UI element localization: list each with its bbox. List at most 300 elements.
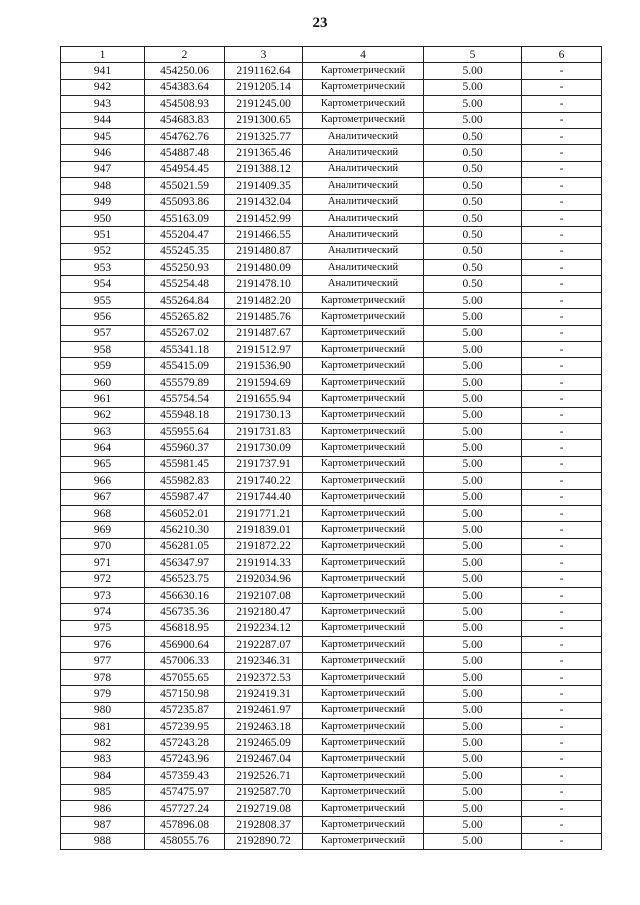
table-row (61, 227, 602, 243)
table-row (61, 702, 602, 718)
table-row (61, 555, 602, 571)
accuracy-cell: 5.00 (424, 538, 522, 554)
y-coordinate-cell: 2191409.35 (225, 178, 303, 194)
accuracy-cell: 5.00 (424, 800, 522, 816)
table-row (61, 456, 602, 472)
x-coordinate-cell: 454683.83 (145, 112, 225, 128)
point-number-cell: 948 (61, 178, 145, 194)
description-cell: - (522, 227, 602, 243)
point-number-cell: 972 (61, 571, 145, 587)
y-coordinate-cell: 2192419.31 (225, 686, 303, 702)
y-coordinate-cell: 2191771.21 (225, 505, 303, 521)
point-number-cell: 968 (61, 505, 145, 521)
header-cell-x: 2 (145, 47, 225, 63)
y-coordinate-cell: 2191655.94 (225, 391, 303, 407)
accuracy-cell: 5.00 (424, 620, 522, 636)
description-cell: - (522, 358, 602, 374)
method-cell: Картометрический (303, 292, 424, 308)
point-number-cell: 950 (61, 210, 145, 226)
description-cell: - (522, 96, 602, 112)
description-cell: - (522, 456, 602, 472)
table-row (61, 128, 602, 144)
point-number-cell: 966 (61, 473, 145, 489)
x-coordinate-cell: 455267.02 (145, 325, 225, 341)
table-row (61, 423, 602, 439)
point-number-cell: 955 (61, 292, 145, 308)
description-cell: - (522, 784, 602, 800)
accuracy-cell: 5.00 (424, 473, 522, 489)
point-number-cell: 970 (61, 538, 145, 554)
x-coordinate-cell: 454762.76 (145, 128, 225, 144)
x-coordinate-cell: 456523.75 (145, 571, 225, 587)
point-number-cell: 959 (61, 358, 145, 374)
table-row (61, 833, 602, 849)
method-cell: Картометрический (303, 473, 424, 489)
description-cell: - (522, 309, 602, 325)
table-row (61, 374, 602, 390)
description-cell: - (522, 768, 602, 784)
method-cell: Картометрический (303, 489, 424, 505)
x-coordinate-cell: 457727.24 (145, 800, 225, 816)
y-coordinate-cell: 2192526.71 (225, 768, 303, 784)
y-coordinate-cell: 2192890.72 (225, 833, 303, 849)
method-cell: Картометрический (303, 374, 424, 390)
accuracy-cell: 5.00 (424, 784, 522, 800)
method-cell: Картометрический (303, 555, 424, 571)
method-cell: Аналитический (303, 210, 424, 226)
table-row (61, 817, 602, 833)
table-row (61, 358, 602, 374)
accuracy-cell: 5.00 (424, 505, 522, 521)
accuracy-cell: 0.50 (424, 227, 522, 243)
accuracy-cell: 5.00 (424, 391, 522, 407)
y-coordinate-cell: 2191594.69 (225, 374, 303, 390)
method-cell: Картометрический (303, 800, 424, 816)
description-cell: - (522, 342, 602, 358)
table-row (61, 292, 602, 308)
accuracy-cell: 5.00 (424, 637, 522, 653)
table-row (61, 620, 602, 636)
x-coordinate-cell: 455960.37 (145, 440, 225, 456)
point-number-cell: 941 (61, 63, 145, 79)
y-coordinate-cell: 2192465.09 (225, 735, 303, 751)
description-cell: - (522, 79, 602, 95)
accuracy-cell: 5.00 (424, 96, 522, 112)
method-cell: Картометрический (303, 423, 424, 439)
method-cell: Картометрический (303, 669, 424, 685)
x-coordinate-cell: 455093.86 (145, 194, 225, 210)
point-number-cell: 971 (61, 555, 145, 571)
table-row (61, 489, 602, 505)
x-coordinate-cell: 455254.48 (145, 276, 225, 292)
description-cell: - (522, 63, 602, 79)
description-cell: - (522, 637, 602, 653)
point-number-cell: 947 (61, 161, 145, 177)
method-cell: Картометрический (303, 817, 424, 833)
x-coordinate-cell: 454954.45 (145, 161, 225, 177)
x-coordinate-cell: 454508.93 (145, 96, 225, 112)
table-row (61, 161, 602, 177)
table-row (61, 325, 602, 341)
description-cell: - (522, 538, 602, 554)
point-number-cell: 961 (61, 391, 145, 407)
method-cell: Картометрический (303, 325, 424, 341)
table-row (61, 391, 602, 407)
accuracy-cell: 5.00 (424, 325, 522, 341)
point-number-cell: 975 (61, 620, 145, 636)
description-cell: - (522, 260, 602, 276)
point-number-cell: 977 (61, 653, 145, 669)
y-coordinate-cell: 2191512.97 (225, 342, 303, 358)
accuracy-cell: 5.00 (424, 587, 522, 603)
table-row (61, 686, 602, 702)
method-cell: Аналитический (303, 194, 424, 210)
accuracy-cell: 0.50 (424, 178, 522, 194)
y-coordinate-cell: 2191737.91 (225, 456, 303, 472)
y-coordinate-cell: 2192287.07 (225, 637, 303, 653)
method-cell: Картометрический (303, 604, 424, 620)
table-row (61, 96, 602, 112)
table-row (61, 784, 602, 800)
x-coordinate-cell: 454250.06 (145, 63, 225, 79)
description-cell: - (522, 112, 602, 128)
y-coordinate-cell: 2192372.53 (225, 669, 303, 685)
point-number-cell: 967 (61, 489, 145, 505)
accuracy-cell: 5.00 (424, 79, 522, 95)
description-cell: - (522, 407, 602, 423)
x-coordinate-cell: 456818.95 (145, 620, 225, 636)
table-row (61, 669, 602, 685)
accuracy-cell: 0.50 (424, 128, 522, 144)
description-cell: - (522, 817, 602, 833)
point-number-cell: 979 (61, 686, 145, 702)
accuracy-cell: 5.00 (424, 489, 522, 505)
point-number-cell: 962 (61, 407, 145, 423)
y-coordinate-cell: 2191730.13 (225, 407, 303, 423)
table-row (61, 522, 602, 538)
accuracy-cell: 5.00 (424, 751, 522, 767)
method-cell: Картометрический (303, 358, 424, 374)
x-coordinate-cell: 456900.64 (145, 637, 225, 653)
y-coordinate-cell: 2191740.22 (225, 473, 303, 489)
y-coordinate-cell: 2191480.09 (225, 260, 303, 276)
description-cell: - (522, 620, 602, 636)
y-coordinate-cell: 2192467.04 (225, 751, 303, 767)
method-cell: Картометрический (303, 407, 424, 423)
y-coordinate-cell: 2191432.04 (225, 194, 303, 210)
x-coordinate-cell: 455955.64 (145, 423, 225, 439)
y-coordinate-cell: 2191452.99 (225, 210, 303, 226)
y-coordinate-cell: 2191482.20 (225, 292, 303, 308)
y-coordinate-cell: 2191731.83 (225, 423, 303, 439)
x-coordinate-cell: 457150.98 (145, 686, 225, 702)
accuracy-cell: 5.00 (424, 358, 522, 374)
y-coordinate-cell: 2191872.22 (225, 538, 303, 554)
accuracy-cell: 5.00 (424, 653, 522, 669)
method-cell: Картометрический (303, 522, 424, 538)
point-number-cell: 986 (61, 800, 145, 816)
table-row (61, 505, 602, 521)
table-row (61, 243, 602, 259)
accuracy-cell: 0.50 (424, 161, 522, 177)
y-coordinate-cell: 2192719.08 (225, 800, 303, 816)
table-row (61, 342, 602, 358)
y-coordinate-cell: 2192587.70 (225, 784, 303, 800)
table-row (61, 194, 602, 210)
y-coordinate-cell: 2191536.90 (225, 358, 303, 374)
accuracy-cell: 5.00 (424, 423, 522, 439)
point-number-cell: 957 (61, 325, 145, 341)
method-cell: Аналитический (303, 227, 424, 243)
x-coordinate-cell: 455250.93 (145, 260, 225, 276)
description-cell: - (522, 391, 602, 407)
y-coordinate-cell: 2192346.31 (225, 653, 303, 669)
table-row (61, 604, 602, 620)
table-row (61, 407, 602, 423)
x-coordinate-cell: 456210.30 (145, 522, 225, 538)
x-coordinate-cell: 457243.96 (145, 751, 225, 767)
table-row (61, 178, 602, 194)
x-coordinate-cell: 458055.76 (145, 833, 225, 849)
y-coordinate-cell: 2191245.00 (225, 96, 303, 112)
point-number-cell: 942 (61, 79, 145, 95)
method-cell: Картометрический (303, 538, 424, 554)
method-cell: Картометрический (303, 342, 424, 358)
x-coordinate-cell: 455341.18 (145, 342, 225, 358)
table-row (61, 751, 602, 767)
x-coordinate-cell: 455948.18 (145, 407, 225, 423)
method-cell: Картометрический (303, 653, 424, 669)
x-coordinate-cell: 455245.35 (145, 243, 225, 259)
description-cell: - (522, 423, 602, 439)
coordinates-table (60, 46, 602, 850)
accuracy-cell: 5.00 (424, 292, 522, 308)
method-cell: Аналитический (303, 243, 424, 259)
table-row (61, 719, 602, 735)
x-coordinate-cell: 457055.65 (145, 669, 225, 685)
point-number-cell: 951 (61, 227, 145, 243)
table-header (61, 47, 602, 63)
method-cell: Картометрический (303, 768, 424, 784)
description-cell: - (522, 686, 602, 702)
description-cell: - (522, 669, 602, 685)
description-cell: - (522, 522, 602, 538)
x-coordinate-cell: 457006.33 (145, 653, 225, 669)
description-cell: - (522, 145, 602, 161)
point-number-cell: 943 (61, 96, 145, 112)
table-row (61, 309, 602, 325)
method-cell: Картометрический (303, 833, 424, 849)
point-number-cell: 956 (61, 309, 145, 325)
y-coordinate-cell: 2192461.97 (225, 702, 303, 718)
y-coordinate-cell: 2192180.47 (225, 604, 303, 620)
description-cell: - (522, 178, 602, 194)
point-number-cell: 954 (61, 276, 145, 292)
description-cell: - (522, 604, 602, 620)
table-row (61, 260, 602, 276)
accuracy-cell: 5.00 (424, 374, 522, 390)
header-cell-y: 3 (225, 47, 303, 63)
x-coordinate-cell: 457896.08 (145, 817, 225, 833)
table-row (61, 145, 602, 161)
x-coordinate-cell: 455982.83 (145, 473, 225, 489)
x-coordinate-cell: 455204.47 (145, 227, 225, 243)
header-row (61, 47, 602, 63)
x-coordinate-cell: 455163.09 (145, 210, 225, 226)
accuracy-cell: 0.50 (424, 210, 522, 226)
point-number-cell: 985 (61, 784, 145, 800)
point-number-cell: 983 (61, 751, 145, 767)
y-coordinate-cell: 2191485.76 (225, 309, 303, 325)
header-cell-description: 6 (522, 47, 602, 63)
y-coordinate-cell: 2191839.01 (225, 522, 303, 538)
page-number: 23 (312, 15, 328, 31)
point-number-cell: 958 (61, 342, 145, 358)
method-cell: Картометрический (303, 571, 424, 587)
accuracy-cell: 5.00 (424, 112, 522, 128)
method-cell: Картометрический (303, 456, 424, 472)
accuracy-cell: 0.50 (424, 145, 522, 161)
method-cell: Картометрический (303, 63, 424, 79)
table-row (61, 800, 602, 816)
accuracy-cell: 5.00 (424, 309, 522, 325)
accuracy-cell: 0.50 (424, 276, 522, 292)
point-number-cell: 973 (61, 587, 145, 603)
header-cell-point-number: 1 (61, 47, 145, 63)
x-coordinate-cell: 456052.01 (145, 505, 225, 521)
y-coordinate-cell: 2191480.87 (225, 243, 303, 259)
accuracy-cell: 0.50 (424, 194, 522, 210)
point-number-cell: 984 (61, 768, 145, 784)
header-cell-method: 4 (303, 47, 424, 63)
description-cell: - (522, 719, 602, 735)
point-number-cell: 969 (61, 522, 145, 538)
x-coordinate-cell: 455265.82 (145, 309, 225, 325)
method-cell: Картометрический (303, 440, 424, 456)
description-cell: - (522, 276, 602, 292)
accuracy-cell: 5.00 (424, 817, 522, 833)
table-row (61, 276, 602, 292)
accuracy-cell: 5.00 (424, 719, 522, 735)
method-cell: Аналитический (303, 260, 424, 276)
method-cell: Аналитический (303, 145, 424, 161)
description-cell: - (522, 702, 602, 718)
description-cell: - (522, 653, 602, 669)
x-coordinate-cell: 457239.95 (145, 719, 225, 735)
table-row (61, 735, 602, 751)
table-row (61, 63, 602, 79)
point-number-cell: 949 (61, 194, 145, 210)
point-number-cell: 965 (61, 456, 145, 472)
y-coordinate-cell: 2191162.64 (225, 63, 303, 79)
accuracy-cell: 5.00 (424, 63, 522, 79)
y-coordinate-cell: 2191914.33 (225, 555, 303, 571)
table-row (61, 538, 602, 554)
y-coordinate-cell: 2191744.40 (225, 489, 303, 505)
x-coordinate-cell: 455264.84 (145, 292, 225, 308)
x-coordinate-cell: 455579.89 (145, 374, 225, 390)
point-number-cell: 981 (61, 719, 145, 735)
point-number-cell: 946 (61, 145, 145, 161)
x-coordinate-cell: 454887.48 (145, 145, 225, 161)
accuracy-cell: 5.00 (424, 440, 522, 456)
point-number-cell: 963 (61, 423, 145, 439)
description-cell: - (522, 751, 602, 767)
table-row (61, 79, 602, 95)
x-coordinate-cell: 457359.43 (145, 768, 225, 784)
table-row (61, 571, 602, 587)
method-cell: Аналитический (303, 178, 424, 194)
table-row (61, 768, 602, 784)
method-cell: Картометрический (303, 784, 424, 800)
method-cell: Картометрический (303, 96, 424, 112)
x-coordinate-cell: 455021.59 (145, 178, 225, 194)
header-cell-accuracy: 5 (424, 47, 522, 63)
description-cell: - (522, 473, 602, 489)
method-cell: Аналитический (303, 128, 424, 144)
point-number-cell: 976 (61, 637, 145, 653)
point-number-cell: 953 (61, 260, 145, 276)
method-cell: Картометрический (303, 587, 424, 603)
description-cell: - (522, 210, 602, 226)
method-cell: Картометрический (303, 620, 424, 636)
method-cell: Картометрический (303, 391, 424, 407)
table-row (61, 637, 602, 653)
description-cell: - (522, 587, 602, 603)
method-cell: Аналитический (303, 276, 424, 292)
x-coordinate-cell: 455981.45 (145, 456, 225, 472)
method-cell: Картометрический (303, 702, 424, 718)
point-number-cell: 974 (61, 604, 145, 620)
x-coordinate-cell: 455754.54 (145, 391, 225, 407)
description-cell: - (522, 735, 602, 751)
method-cell: Картометрический (303, 112, 424, 128)
y-coordinate-cell: 2192808.37 (225, 817, 303, 833)
x-coordinate-cell: 457243.28 (145, 735, 225, 751)
point-number-cell: 945 (61, 128, 145, 144)
point-number-cell: 952 (61, 243, 145, 259)
y-coordinate-cell: 2192234.12 (225, 620, 303, 636)
method-cell: Картометрический (303, 751, 424, 767)
description-cell: - (522, 833, 602, 849)
point-number-cell: 964 (61, 440, 145, 456)
x-coordinate-cell: 455415.09 (145, 358, 225, 374)
y-coordinate-cell: 2191487.67 (225, 325, 303, 341)
accuracy-cell: 5.00 (424, 571, 522, 587)
description-cell: - (522, 194, 602, 210)
accuracy-cell: 5.00 (424, 522, 522, 538)
description-cell: - (522, 800, 602, 816)
table-row (61, 112, 602, 128)
description-cell: - (522, 489, 602, 505)
y-coordinate-cell: 2192107.08 (225, 587, 303, 603)
method-cell: Картометрический (303, 505, 424, 521)
method-cell: Картометрический (303, 309, 424, 325)
y-coordinate-cell: 2191205.14 (225, 79, 303, 95)
table-row (61, 210, 602, 226)
accuracy-cell: 5.00 (424, 669, 522, 685)
x-coordinate-cell: 456281.05 (145, 538, 225, 554)
accuracy-cell: 5.00 (424, 833, 522, 849)
y-coordinate-cell: 2191365.46 (225, 145, 303, 161)
x-coordinate-cell: 456735.36 (145, 604, 225, 620)
method-cell: Картометрический (303, 735, 424, 751)
y-coordinate-cell: 2192463.18 (225, 719, 303, 735)
x-coordinate-cell: 456630.16 (145, 587, 225, 603)
description-cell: - (522, 440, 602, 456)
method-cell: Аналитический (303, 161, 424, 177)
point-number-cell: 978 (61, 669, 145, 685)
